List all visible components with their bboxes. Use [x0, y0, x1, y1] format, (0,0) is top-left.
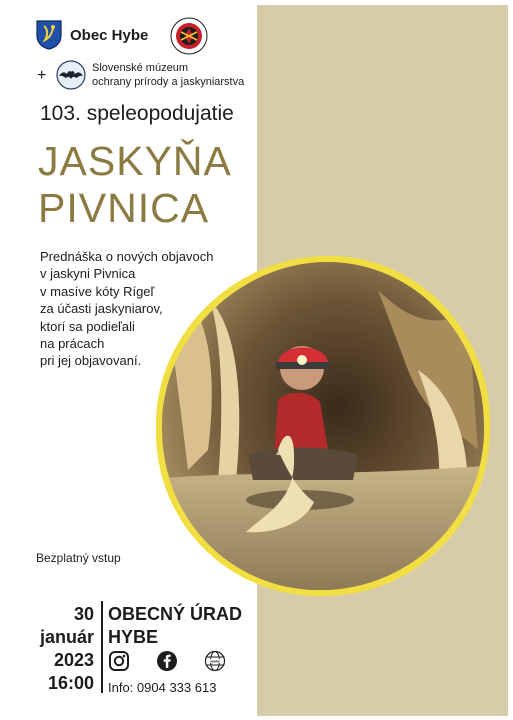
event-title [38, 138, 232, 232]
www-icon[interactable] [204, 650, 226, 672]
event-time: 16:00 [47, 673, 94, 693]
description-line: v jaskyni Pivnica [40, 266, 136, 282]
title-line1: JASKYŇA [38, 138, 232, 184]
date-year: 2023 [53, 650, 94, 670]
description-line: za účasti jaskyniarov, [40, 301, 163, 317]
speleo-club-badge-icon [170, 17, 208, 55]
cave-photo [148, 250, 496, 600]
description-line: Prednáška o nových objavoch [40, 249, 214, 264]
municipality-logo [36, 20, 148, 50]
museum-name-line1: Slovenské múzeum [92, 62, 188, 74]
admission-text: Bezplatný vstup [36, 551, 121, 565]
svg-text:www: www [210, 658, 220, 664]
museum-logo [56, 60, 244, 90]
event-venue [108, 603, 242, 649]
info-phone: Info: 0904 333 613 [108, 680, 217, 695]
venue-line2: HYBE [108, 627, 159, 647]
venue-line1: OBECNÝ ÚRAD [108, 604, 243, 624]
coat-of-arms-icon [36, 20, 62, 50]
municipality-name: Obec Hybe [70, 26, 149, 44]
bat-icon [56, 60, 86, 90]
description-line: pri jej objavovaní. [40, 353, 142, 369]
footer-divider [101, 601, 103, 693]
partner-plus: + [37, 67, 47, 84]
date-day: 30 [73, 604, 94, 624]
museum-name-line2: ochrany prírody a jaskyniarstva [92, 76, 245, 88]
description-line: v masíve kóty Rígeľ [40, 283, 155, 299]
facebook-icon[interactable] [156, 650, 178, 672]
social-icons [108, 650, 226, 672]
museum-name [92, 61, 244, 89]
description-line: na prácach [40, 336, 105, 352]
title-line2: PIVNICA [38, 185, 210, 231]
instagram-icon[interactable] [108, 650, 130, 672]
date-month: január [39, 627, 94, 647]
description-line: ktorí sa podieľali [40, 318, 135, 334]
event-edition: 103. speleopodujatie [40, 102, 234, 125]
event-date [40, 603, 94, 695]
